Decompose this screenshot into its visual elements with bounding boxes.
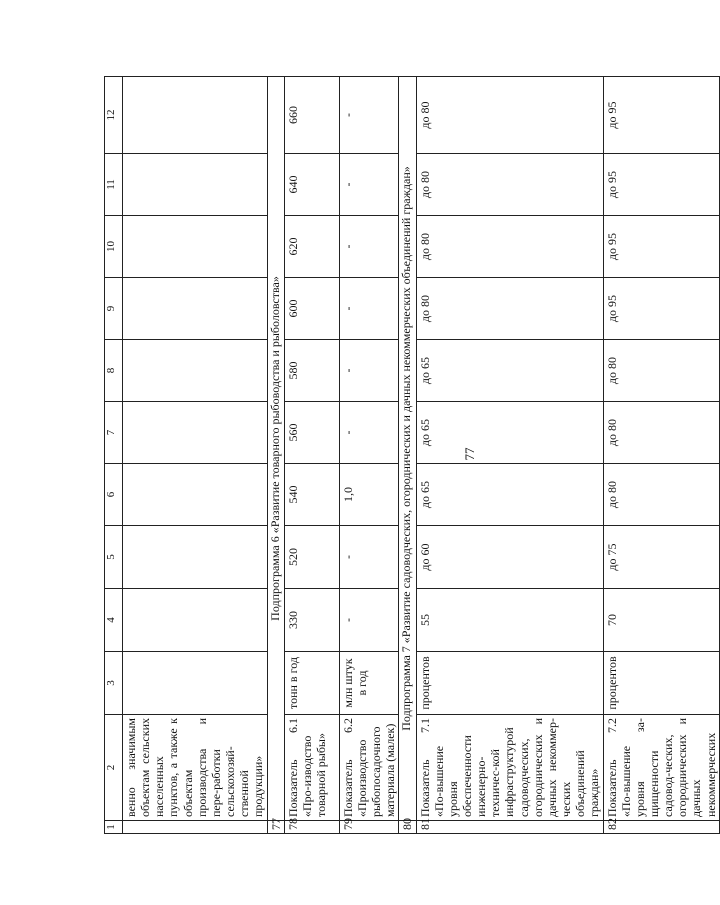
- column-number: 5: [105, 526, 123, 589]
- value-cell: -: [339, 402, 399, 464]
- column-number: 10: [105, 216, 123, 278]
- value-cell: до 80: [416, 154, 603, 216]
- value-cell: 580: [284, 340, 339, 402]
- column-number: 6: [105, 464, 123, 526]
- value-cell: до 80: [603, 402, 719, 464]
- table-body: [105, 77, 720, 834]
- value-cell: 540: [284, 464, 339, 526]
- column-number: 12: [105, 77, 123, 154]
- value-cell: 600: [284, 278, 339, 340]
- value-cell: [123, 216, 268, 278]
- value-cell: до 65: [416, 464, 603, 526]
- value-cell: [123, 526, 268, 589]
- value-cell: до 65: [416, 402, 603, 464]
- value-cell: 520: [284, 526, 339, 589]
- table-row: [416, 77, 603, 834]
- subprogram-row: [399, 77, 416, 834]
- value-cell: до 80: [603, 464, 719, 526]
- indicator-name: Показатель 7.1 «По-вышение уровня обеспеченности инженерно-техничес-кой инфраструктурой садоводческих, огороднических и дачных некоммер-ческих объединений граждан»: [416, 715, 603, 821]
- subprogram-row: [267, 77, 284, 834]
- value-cell: до 95: [603, 154, 719, 216]
- table-row: [284, 77, 339, 834]
- value-cell: -: [339, 154, 399, 216]
- value-cell: [123, 154, 268, 216]
- value-cell: [123, 589, 268, 652]
- subprogram-title: Подпрограмма 7 «Развитие садоводческих, огороднических и дачных некоммерческих объединений граждан»: [399, 77, 416, 821]
- column-number-row: [105, 77, 123, 834]
- value-cell: до 95: [603, 216, 719, 278]
- indicator-name: венно значимым объектам сельских населенных пунктов, а также к объектам производства и пере-работки сельскохозяй-ственной продукции»: [123, 715, 268, 821]
- unit: процентов: [603, 652, 719, 715]
- unit: млн штук в год: [339, 652, 399, 715]
- column-number: 11: [105, 154, 123, 216]
- rotated-table-container: [104, 77, 718, 834]
- table-row: [123, 77, 268, 834]
- value-cell: 55: [416, 589, 603, 652]
- column-number: 1: [105, 821, 123, 834]
- value-cell: 70: [603, 589, 719, 652]
- value-cell: 560: [284, 402, 339, 464]
- value-cell: [123, 402, 268, 464]
- value-cell: [123, 464, 268, 526]
- value-cell: до 80: [416, 216, 603, 278]
- table-row: [339, 77, 399, 834]
- column-number: 7: [105, 402, 123, 464]
- value-cell: до 80: [416, 278, 603, 340]
- row-number: 80: [399, 821, 416, 834]
- row-number: 79: [339, 821, 399, 834]
- indicator-name: Показатель 6.2 «Производство рыбопосадочного материала (малек): [339, 715, 399, 821]
- value-cell: до 80: [416, 77, 603, 154]
- value-cell: 620: [284, 216, 339, 278]
- value-cell: [123, 77, 268, 154]
- value-cell: до 60: [416, 526, 603, 589]
- column-number: 2: [105, 715, 123, 821]
- value-cell: до 65: [416, 340, 603, 402]
- value-cell: [123, 340, 268, 402]
- value-cell: 660: [284, 77, 339, 154]
- value-cell: до 75: [603, 526, 719, 589]
- value-cell: до 95: [603, 278, 719, 340]
- value-cell: -: [339, 589, 399, 652]
- value-cell: до 80: [603, 340, 719, 402]
- indicators-table: [104, 76, 720, 834]
- row-number: 78: [284, 821, 339, 834]
- value-cell: до 95: [603, 77, 719, 154]
- unit: [123, 652, 268, 715]
- value-cell: -: [339, 526, 399, 589]
- value-cell: 330: [284, 589, 339, 652]
- row-number: 81: [416, 821, 603, 834]
- value-cell: -: [339, 77, 399, 154]
- unit: тонн в год: [284, 652, 339, 715]
- indicator-name: Показатель 7.2 «По-вышение уровня за-щищенности садовод-ческих, огороднических и дачных некоммерческих: [603, 715, 719, 821]
- column-number: 9: [105, 278, 123, 340]
- value-cell: 640: [284, 154, 339, 216]
- row-number: [123, 821, 268, 834]
- column-number: 3: [105, 652, 123, 715]
- row-number: 77: [267, 821, 284, 834]
- row-number: 82: [603, 821, 719, 834]
- column-number: 8: [105, 340, 123, 402]
- indicator-name: Показатель 6.1 «Про-изводство товарной рыбы»: [284, 715, 339, 821]
- column-number: 4: [105, 589, 123, 652]
- value-cell: -: [339, 216, 399, 278]
- unit: процентов: [416, 652, 603, 715]
- subprogram-title: Подпрограмма 6 «Развитие товарного рыбоводства и рыболовства»: [267, 77, 284, 821]
- value-cell: 1,0: [339, 464, 399, 526]
- value-cell: -: [339, 340, 399, 402]
- value-cell: -: [339, 278, 399, 340]
- page-number: 77: [462, 447, 477, 461]
- table-row: [603, 77, 719, 834]
- value-cell: [123, 278, 268, 340]
